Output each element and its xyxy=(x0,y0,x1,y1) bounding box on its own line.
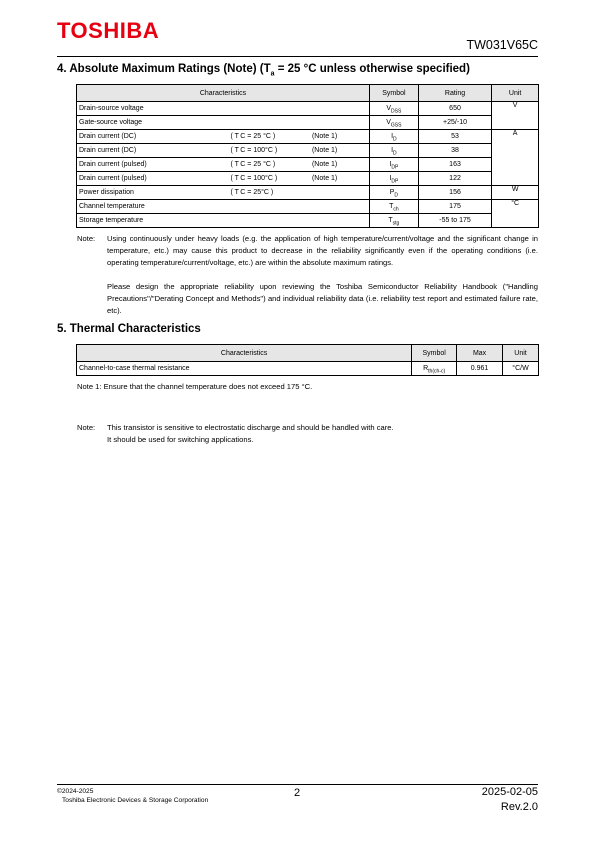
cell-rating: 650 xyxy=(418,102,492,116)
cell-symbol xyxy=(369,158,418,172)
revision: Rev.2.0 xyxy=(500,801,538,813)
table-row xyxy=(77,158,539,172)
table-row xyxy=(77,144,539,158)
symbol-letter: I xyxy=(389,161,392,168)
condition: ( T C = 25 °C ) xyxy=(230,133,276,140)
cell-symbol xyxy=(369,144,418,158)
characteristic-name: Storage temperature xyxy=(79,217,144,224)
col-header: Rating xyxy=(418,85,492,102)
characteristic-name: Gate-source voltage xyxy=(79,119,143,126)
col-header: Symbol xyxy=(412,345,457,362)
characteristic-name: Drain current (pulsed) xyxy=(79,161,147,168)
note-ref xyxy=(312,189,367,196)
page-number: 2 xyxy=(294,787,301,799)
note-ref xyxy=(312,217,367,224)
cell-unit: °C/W xyxy=(503,362,539,376)
characteristic-name: Drain current (pulsed) xyxy=(79,175,147,182)
symbol-letter: T xyxy=(389,203,394,210)
note-ref: (Note 1) xyxy=(311,133,338,140)
cell-characteristic xyxy=(77,214,370,228)
condition xyxy=(230,217,310,224)
cell-unit: W xyxy=(492,186,539,200)
footer-rule xyxy=(57,784,538,785)
col-header: Symbol xyxy=(369,85,418,102)
col-header: Characteristics xyxy=(77,345,412,362)
note-ref: (Note 1) xyxy=(311,161,338,168)
cell-characteristic xyxy=(77,116,370,130)
cell-symbol xyxy=(369,200,418,214)
condition: ( T C = 100°C ) xyxy=(230,175,278,182)
section5-title: 5. Thermal Characteristics xyxy=(57,323,201,335)
condition: ( T C = 25 °C ) xyxy=(230,161,276,168)
table-header-row xyxy=(77,85,539,102)
characteristic-name: Channel temperature xyxy=(79,203,145,210)
cell-symbol xyxy=(369,186,418,200)
symbol-subscript: ch xyxy=(393,206,399,213)
cell-rating: 163 xyxy=(418,158,492,172)
esd-note-line-1: This transistor is sensitive to electrostatic discharge and should be handled with care. xyxy=(107,423,394,432)
note-ref: (Note 1) xyxy=(311,175,338,182)
table-row xyxy=(77,214,539,228)
cell-rating: 38 xyxy=(418,144,492,158)
cell-characteristic xyxy=(77,158,370,172)
copyright: ©2024-2025 xyxy=(57,788,94,795)
symbol-subscript: DSS xyxy=(391,108,402,115)
note-ref xyxy=(312,119,367,126)
header-rule xyxy=(57,56,538,57)
cell-symbol: $R_{th(ch-c)}$ xyxy=(412,362,457,376)
symbol-letter: V xyxy=(386,119,391,126)
abs-max-ratings-table xyxy=(76,84,539,228)
table-row xyxy=(77,362,539,376)
thermal-table xyxy=(76,344,539,376)
symbol-subscript: D xyxy=(394,192,398,199)
cell-symbol xyxy=(369,214,418,228)
cell-rating: -55 to 175 xyxy=(418,214,492,228)
table-row xyxy=(77,186,539,200)
symbol-letter: T xyxy=(388,217,393,224)
symbol-letter: I xyxy=(389,175,392,182)
cell-characteristic: Channel-to-case thermal resistance xyxy=(77,362,412,376)
part-number: TW031V65C xyxy=(466,38,538,52)
note-label: Note: xyxy=(77,234,96,243)
note-paragraph-2: Please design the appropriate reliability upon reviewing the Toshiba Semiconductor Reliability Handbook ("Handling Precautions"/"Derating Concept and Methods") and individual reliability data (i.e. reliability test report and estimated failure rate, etc). xyxy=(107,282,538,315)
cell-rating: 175 xyxy=(418,200,492,214)
col-header: Unit xyxy=(492,85,539,102)
table-row xyxy=(77,116,539,130)
cell-unit: °C xyxy=(492,200,539,228)
condition: ( T C = 25°C ) xyxy=(230,189,274,196)
cell-max: 0.961 xyxy=(457,362,503,376)
symbol-subscript: D xyxy=(393,136,397,143)
symbol-subscript: DP xyxy=(391,164,399,171)
characteristic-name: Power dissipation xyxy=(79,189,134,196)
note-ref xyxy=(312,203,367,210)
cell-rating: +25/-10 xyxy=(418,116,492,130)
cell-characteristic xyxy=(77,130,370,144)
cell-rating: 122 xyxy=(418,172,492,186)
esd-note-label: Note: xyxy=(77,423,96,432)
cell-characteristic xyxy=(77,144,370,158)
footer-date: 2025-02-05 xyxy=(481,786,538,798)
cell-characteristic xyxy=(77,186,370,200)
cell-rating: 53 xyxy=(418,130,492,144)
cell-unit: A xyxy=(492,130,539,186)
condition xyxy=(230,203,310,210)
table-row xyxy=(77,130,539,144)
note-paragraph-1: Using continuously under heavy loads (e.g. the application of high temperature/current/voltage and the significant change in temperature, etc.) may cause this product to decrease in the reliability significantly even if the operating conditions (i.e. operating temperature/current/voltage, etc.) are within the absolute maximum ratings. xyxy=(107,234,538,267)
col-header: Unit xyxy=(503,345,539,362)
characteristic-name: Drain current (DC) xyxy=(79,147,137,154)
cell-symbol xyxy=(369,102,418,116)
cell-characteristic xyxy=(77,172,370,186)
col-header: Characteristics xyxy=(77,85,370,102)
note-ref: (Note 1) xyxy=(311,147,338,154)
symbol-letter: I xyxy=(391,133,394,140)
section4-title: 4. Absolute Maximum Ratings (Note) ($T_a = 25$ °C unless otherwise specified) xyxy=(57,63,470,78)
table-row xyxy=(77,172,539,186)
cell-symbol xyxy=(369,116,418,130)
symbol-letter: V xyxy=(386,105,392,112)
company-name: Toshiba Electronic Devices & Storage Corporation xyxy=(62,797,209,804)
note-ref xyxy=(312,105,367,112)
cell-rating: 156 xyxy=(418,186,492,200)
symbol-subscript: DP xyxy=(391,178,399,185)
cell-characteristic xyxy=(77,200,370,214)
table-header-row xyxy=(77,345,539,362)
cell-unit: V xyxy=(492,102,539,130)
characteristic-name: Drain-source voltage xyxy=(79,105,144,112)
cell-symbol xyxy=(369,130,418,144)
condition xyxy=(230,119,310,126)
symbol-subscript: D xyxy=(393,150,397,157)
characteristic-name: Drain current (DC) xyxy=(79,133,137,140)
symbol-letter: P xyxy=(389,189,395,196)
esd-note-line-2: It should be used for switching applications. xyxy=(107,435,254,444)
symbol-subscript: GSS xyxy=(390,122,402,129)
toshiba-logo: TOSHIBA xyxy=(57,18,160,43)
cell-symbol xyxy=(369,172,418,186)
symbol-subscript: stg xyxy=(392,220,400,227)
condition xyxy=(230,105,310,112)
table-row xyxy=(77,200,539,214)
col-header: Max xyxy=(457,345,503,362)
cell-characteristic xyxy=(77,102,370,116)
condition: ( T C = 100°C ) xyxy=(230,147,278,154)
symbol-letter: I xyxy=(391,147,394,154)
note-1: Note 1: Ensure that the channel temperature does not exceed 175 °C. xyxy=(77,382,313,391)
table-row xyxy=(77,102,539,116)
